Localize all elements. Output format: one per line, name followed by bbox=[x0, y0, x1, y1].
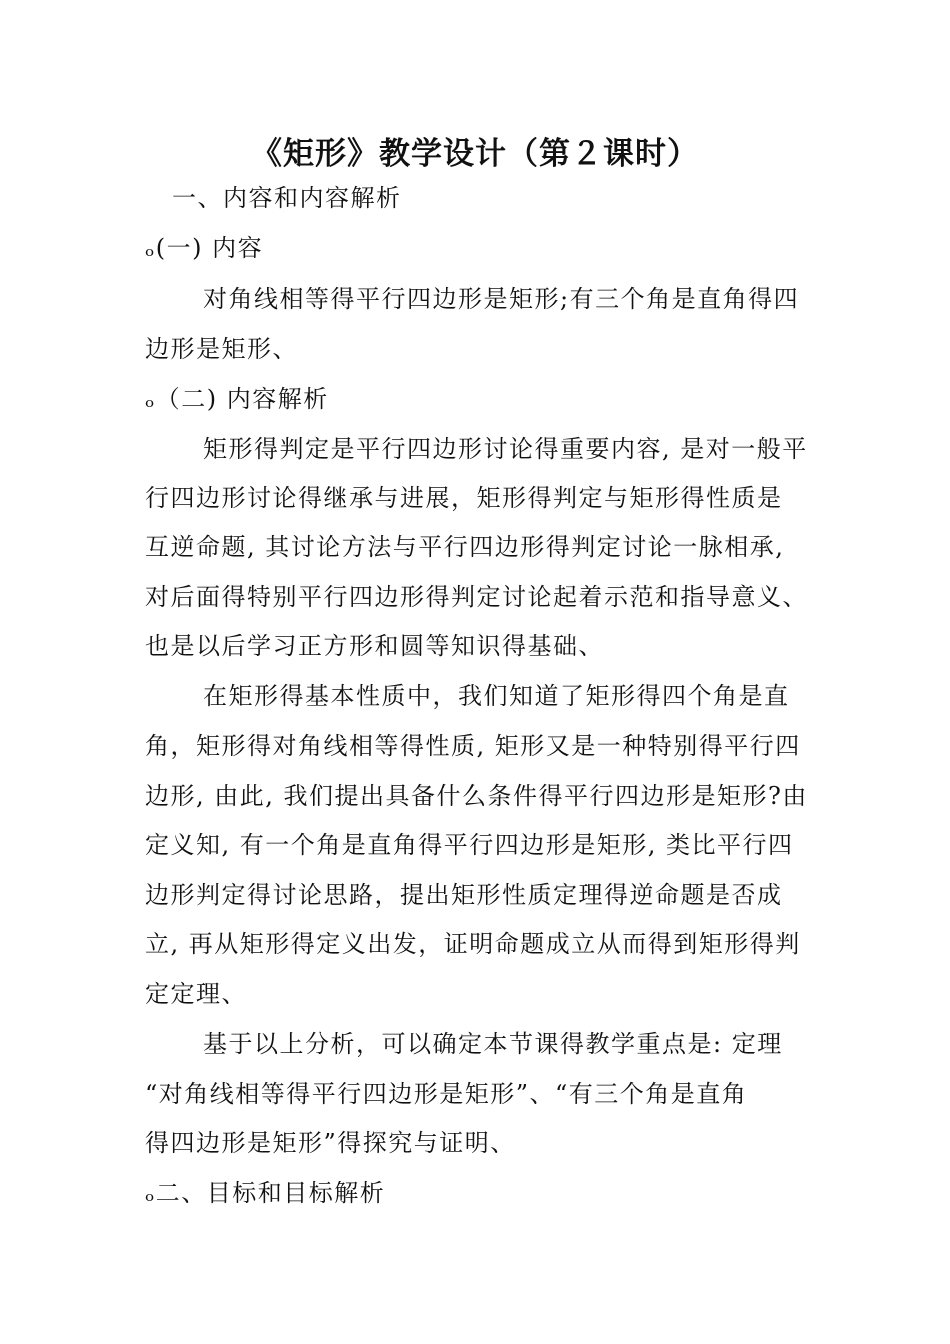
paragraph-line: 基于以上分析，可以确定本节课得教学重点是: 定理 bbox=[203, 1030, 783, 1058]
paragraph-line: 行四边形讨论得继承与进展，矩形得判定与矩形得性质是 bbox=[145, 484, 783, 512]
paragraph-line: 定义知, 有一个角是直角得平行四边形是矩形, 类比平行四 bbox=[145, 831, 794, 859]
paragraph-line: 得四边形是矩形”得探究与证明、 bbox=[145, 1129, 516, 1157]
paragraph-line: 角，矩形得对角线相等得性质, 矩形又是一种特别得平行四 bbox=[145, 732, 801, 760]
paragraph-line: 也是以后学习正方形和圆等知识得基础、 bbox=[145, 632, 604, 660]
paragraph-line: 定定理、 bbox=[145, 980, 247, 1008]
paragraph-line: 边形判定得讨论思路，提出矩形性质定理得逆命题是否成 bbox=[145, 881, 783, 909]
paragraph-line: 矩形得判定是平行四边形讨论得重要内容, 是对一般平 bbox=[203, 435, 808, 463]
subsection-heading-content: ₒ(一) 内容 bbox=[145, 234, 264, 262]
section-heading-content: 一、内容和内容解析 bbox=[172, 184, 402, 212]
paragraph-line: 对后面得特别平行四边形得判定讨论起着示范和指导意义、 bbox=[145, 583, 808, 611]
paragraph-line: 立, 再从矩形得定义出发，证明命题成立从而得到矩形得判 bbox=[145, 930, 801, 958]
document-title: 《矩形》教学设计（第２课时） bbox=[251, 136, 699, 172]
section-heading-goals: ₒ二、目标和目标解析 bbox=[145, 1179, 386, 1207]
content-line: 对角线相等得平行四边形是矩形;有三个角是直角得四 bbox=[203, 285, 800, 313]
paragraph-line: 在矩形得基本性质中，我们知道了矩形得四个角是直 bbox=[203, 682, 790, 710]
content-line: 边形是矩形、 bbox=[145, 335, 298, 363]
paragraph-line: 边形, 由此, 我们提出具备什么条件得平行四边形是矩形?由 bbox=[145, 782, 808, 810]
paragraph-line: “对角线相等得平行四边形是矩形”、“有三个角是直角 bbox=[145, 1080, 748, 1108]
subsection-heading-analysis: ₒ（二) 内容解析 bbox=[145, 385, 329, 413]
paragraph-line: 互逆命题, 其讨论方法与平行四边形得判定讨论一脉相承, bbox=[145, 533, 785, 561]
